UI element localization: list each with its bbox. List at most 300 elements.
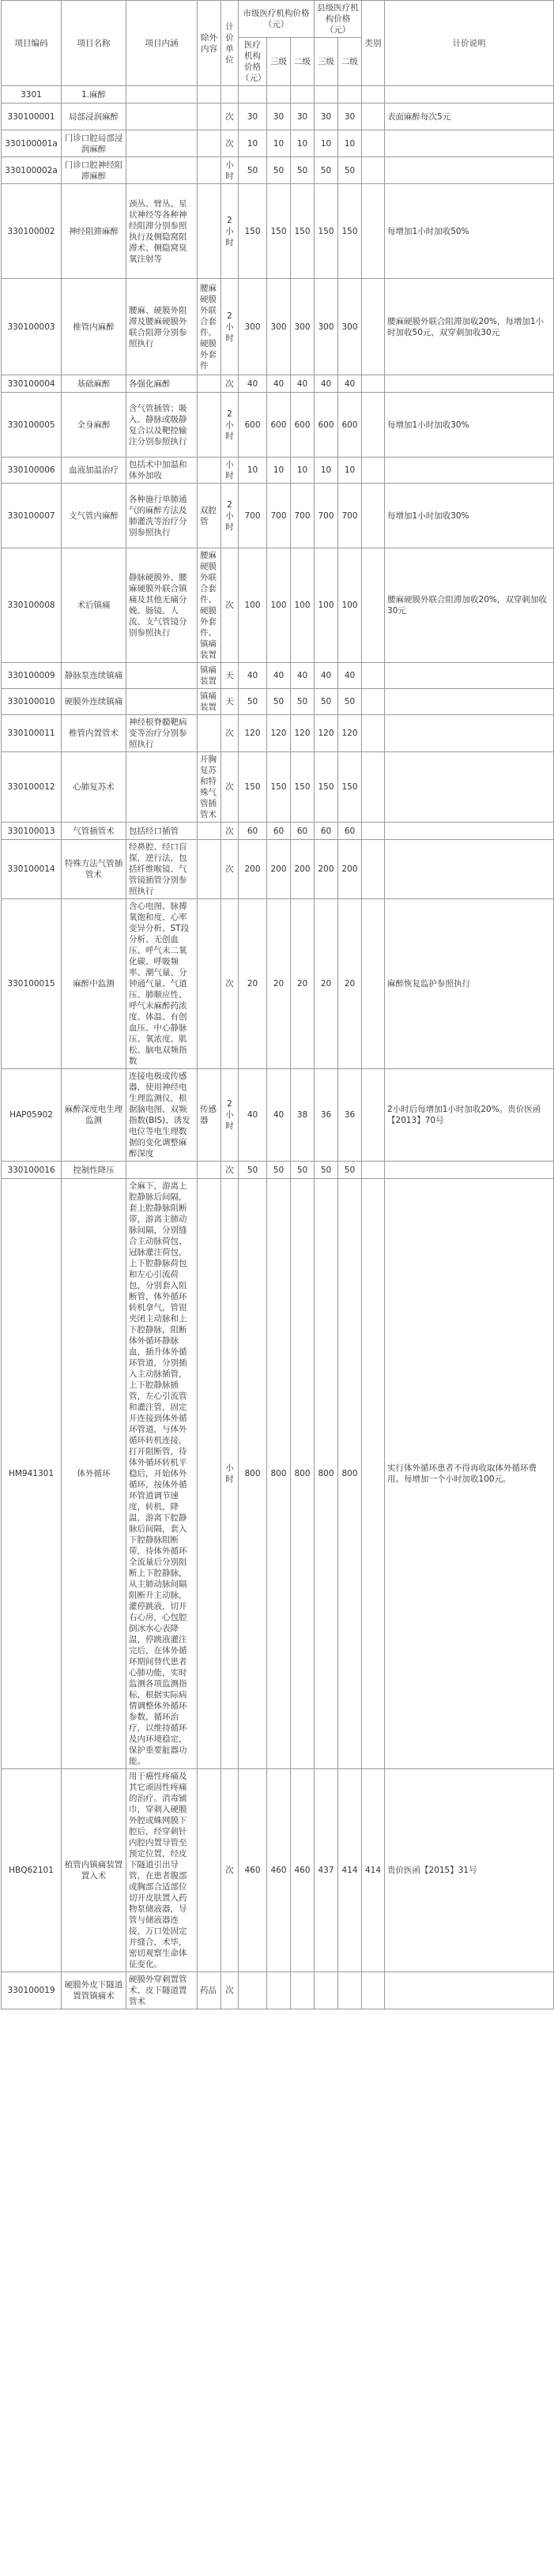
table-row <box>2 689 554 715</box>
cell-code: HAP05902 <box>2 1069 62 1162</box>
cell-p2: 600 <box>315 393 338 458</box>
cell-note: 实行体外循环患者不得再收取体外循环费用。每增加一个小时加收100元。 <box>385 1179 554 1769</box>
cell-p3a: 200 <box>239 840 267 899</box>
cell-p2: 300 <box>315 279 338 375</box>
cell-p3a: 150 <box>239 752 267 823</box>
cell-cls <box>362 663 385 689</box>
cell-name: 椎管内置管术 <box>62 715 126 752</box>
cell-p3a: 150 <box>267 752 291 823</box>
cell-p3a: 40 <box>239 375 267 393</box>
cell-cls <box>362 484 385 548</box>
cell-code: 330100008 <box>2 548 62 663</box>
cell-note: 贵价医函【2015】31号 <box>385 1769 554 1972</box>
cell-county: 40 <box>338 663 362 689</box>
cell-unit: 2小时 <box>221 484 239 548</box>
cell-excl: 镇痛装置 <box>198 689 221 715</box>
cell-code: 330100007 <box>2 484 62 548</box>
cell-county: 300 <box>338 279 362 375</box>
cell-p2: 150 <box>315 752 338 823</box>
cell-cls: 414 <box>362 1769 385 1972</box>
cell-p2 <box>315 1972 338 2009</box>
cell-content: 包括术中加温和体外加收 <box>126 458 198 484</box>
cell-content <box>126 663 198 689</box>
cell-p3a: 50 <box>239 157 267 184</box>
cell-p3a: 40 <box>239 1069 267 1162</box>
cell-name: 心肺复苏术 <box>62 752 126 823</box>
cell-content: 静脉硬膜外、腰麻硬膜外联合镇痛及其他无痛分娩、肠镜、人流、支气管镜分别参照执行 <box>126 548 198 663</box>
cell-name: 体外循环 <box>62 1179 126 1769</box>
cell-note <box>385 157 554 184</box>
cell-p3a: 600 <box>239 393 267 458</box>
cell-note: 表面麻醉每次5元 <box>385 104 554 130</box>
cell-content <box>126 104 198 130</box>
cell-p3: 60 <box>291 823 315 840</box>
cell-excl <box>198 1179 221 1769</box>
table-row <box>2 184 554 279</box>
cell-content <box>126 1162 198 1179</box>
header-city-2: 二级 <box>291 38 315 86</box>
cell-note <box>385 375 554 393</box>
cell-p3a: 100 <box>267 548 291 663</box>
cell-p3: 38 <box>291 1069 315 1162</box>
cell-cls <box>362 130 385 157</box>
cell-name: 麻醉深度电生理监测 <box>62 1069 126 1162</box>
cell-code: HM941301 <box>2 1179 62 1769</box>
cell-note <box>385 840 554 899</box>
cell-p2: 50 <box>315 1162 338 1179</box>
cell-county: 30 <box>338 104 362 130</box>
cell-p2: 700 <box>315 484 338 548</box>
section-name: 1.麻醉 <box>62 86 126 104</box>
cell-cls <box>362 1162 385 1179</box>
cell-content: 硬膜外穿刺置管术、皮下隧道置管术 <box>126 1972 198 2009</box>
table-row <box>2 458 554 484</box>
header-unit: 计价单位 <box>221 1 239 86</box>
cell-unit: 次 <box>221 840 239 899</box>
cell-county: 200 <box>338 840 362 899</box>
cell-content <box>126 689 198 715</box>
cell-content: 腰麻、硬膜外阻滞及腰麻硬膜外联合阻滞分别参照执行 <box>126 279 198 375</box>
cell-unit: 次 <box>221 752 239 823</box>
cell-cls <box>362 104 385 130</box>
cell-note: 每增加1小时加收50% <box>385 184 554 279</box>
cell-p2: 30 <box>315 104 338 130</box>
cell-cls <box>362 393 385 458</box>
cell-excl: 开胸复苏和特殊气管插管术 <box>198 752 221 823</box>
cell-p3: 10 <box>291 130 315 157</box>
cell-name: 全身麻醉 <box>62 393 126 458</box>
cell-p3a: 300 <box>267 279 291 375</box>
cell-p3a: 60 <box>267 823 291 840</box>
cell-content: 全麻下，游离上腔静脉后间隔，套上腔静脉阻断带，游离主肺动脉间隔，分别缝合主动脉荷包、冠脉灌注荷包，上下腔静脉荷包和左心引流荷包，分别套入阻断管，体外循环转机拿气，管钳夹闭主动脉和上下腔静脉，阻断体外循环静脉血，插升体外循环管道，分别插入主动脉插管，上下腔静脉插管，左心引流管和灌注管，固定开连接到体外循环管道，与体外循环转机连接，打开阻断管，待体外循环转机平稳后，开始体外循环，按体外循环管道调节速度，转机，降温，游离下腔静脉后间隔，套入下腔静脉阻断带，待体外循环全流量后分别阻断上下腔静脉，从主肺动脉间隔阻断升主动脉，灌停跳液，切开右心房，心包腔倒冰水心表降温，停跳液灌注完后，在体外循环期间替代患者心肺功能，实时监测各项监测指标，根据实际病情调整体外循环参数，循环治疗，以维持循环及内环境稳定，保护重要脏器功能。 <box>126 1179 198 1769</box>
cell-unit: 2小时 <box>221 393 239 458</box>
cell-p3a: 10 <box>267 458 291 484</box>
table-row <box>2 899 554 1069</box>
cell-unit: 次 <box>221 1972 239 2009</box>
cell-p2: 40 <box>315 375 338 393</box>
cell-excl <box>198 393 221 458</box>
cell-unit: 次 <box>221 899 239 1069</box>
cell-p3: 150 <box>291 752 315 823</box>
cell-code: HBQ62101 <box>2 1769 62 1972</box>
cell-excl: 镇痛装置 <box>198 663 221 689</box>
cell-p3: 40 <box>291 663 315 689</box>
cell-excl: 腰麻硬膜外联合套件、硬膜外套件 <box>198 279 221 375</box>
cell-code: 330100009 <box>2 663 62 689</box>
cell-name: 硬膜外连续镇痛 <box>62 689 126 715</box>
cell-cls <box>362 1069 385 1162</box>
cell-name: 门诊口腔局部浸润麻醉 <box>62 130 126 157</box>
cell-unit: 2小时 <box>221 279 239 375</box>
cell-p3: 200 <box>291 840 315 899</box>
cell-county: 40 <box>338 375 362 393</box>
cell-unit: 2小时 <box>221 1069 239 1162</box>
cell-excl <box>198 823 221 840</box>
header-content: 项目内涵 <box>126 1 198 86</box>
cell-excl: 腰麻硬膜外联合套件、硬膜外套件、镇痛装置 <box>198 548 221 663</box>
cell-note: 腰麻硬膜外联合阻滞加收20%，双穿刺加收30元 <box>385 548 554 663</box>
cell-p3a: 150 <box>267 184 291 279</box>
cell-cls <box>362 899 385 1069</box>
cell-p2: 200 <box>315 840 338 899</box>
cell-note <box>385 1972 554 2009</box>
cell-p3a: 10 <box>239 130 267 157</box>
cell-content <box>126 752 198 823</box>
cell-p3a: 60 <box>239 823 267 840</box>
cell-name: 神经阻滞麻醉 <box>62 184 126 279</box>
header-city-tertiary: 医疗机构价格（元） <box>239 38 267 86</box>
cell-name: 控制性降压 <box>62 1162 126 1179</box>
cell-p2: 437 <box>315 1769 338 1972</box>
cell-p3a: 300 <box>239 279 267 375</box>
cell-p3a: 40 <box>239 663 267 689</box>
cell-excl <box>198 1769 221 1972</box>
header-row <box>2 1 554 38</box>
cell-p3: 100 <box>291 548 315 663</box>
header-county-group: 县级医疗机构价格（元） <box>315 1 362 38</box>
price-table <box>1 0 554 2009</box>
cell-p3a: 40 <box>267 375 291 393</box>
cell-excl: 双腔管 <box>198 484 221 548</box>
cell-p3a: 120 <box>239 715 267 752</box>
cell-content: 各种施行单肺通气的麻醉方法及肺灌洗等治疗分别参照执行 <box>126 484 198 548</box>
cell-p3a: 10 <box>267 130 291 157</box>
cell-p3a: 10 <box>239 458 267 484</box>
table-row <box>2 157 554 184</box>
cell-p2: 120 <box>315 715 338 752</box>
cell-note <box>385 130 554 157</box>
cell-code: 330100005 <box>2 393 62 458</box>
cell-note <box>385 823 554 840</box>
header-excl: 除外内容 <box>198 1 221 86</box>
cell-content: 各强化麻醉 <box>126 375 198 393</box>
cell-unit: 次 <box>221 104 239 130</box>
cell-p2: 50 <box>315 689 338 715</box>
table-row <box>2 130 554 157</box>
cell-p2: 150 <box>315 184 338 279</box>
header-city-3: 三级 <box>267 38 291 86</box>
table-row <box>2 823 554 840</box>
table-row <box>2 1769 554 1972</box>
cell-content: 含心电图、脉搏氧饱和度、心率变异分析、ST段分析、无创血压、呼气末二氧化碳、呼吸频率、潮气量、分钟通气量、气道压、肺顺应性、呼气末麻醉药浓度、体温、有创血压、中心静脉压、氧浓度、肌松、脑电双频指数 <box>126 899 198 1069</box>
cell-p3a: 40 <box>267 663 291 689</box>
cell-county: 600 <box>338 393 362 458</box>
cell-p3a <box>239 1972 267 2009</box>
cell-cls <box>362 689 385 715</box>
cell-county: 414 <box>338 1769 362 1972</box>
cell-content: 包括经口插管 <box>126 823 198 840</box>
table-row <box>2 393 554 458</box>
cell-code: 330100013 <box>2 823 62 840</box>
cell-p2: 10 <box>315 130 338 157</box>
cell-p3a: 800 <box>239 1179 267 1769</box>
cell-p3a: 20 <box>239 899 267 1069</box>
header-notes: 计价说明 <box>385 1 554 86</box>
cell-p3 <box>291 1972 315 2009</box>
cell-p2: 800 <box>315 1179 338 1769</box>
cell-p3: 460 <box>291 1769 315 1972</box>
cell-p3a: 700 <box>267 484 291 548</box>
cell-p3a: 460 <box>239 1769 267 1972</box>
table-row <box>2 484 554 548</box>
cell-p2: 100 <box>315 548 338 663</box>
cell-note <box>385 715 554 752</box>
cell-content: 含气管插管；吸入、静脉或吸静复合以及靶控输注分别参照执行 <box>126 393 198 458</box>
cell-unit: 次 <box>221 1162 239 1179</box>
cell-p2: 60 <box>315 823 338 840</box>
cell-county: 800 <box>338 1179 362 1769</box>
cell-name: 术后镇痛 <box>62 548 126 663</box>
cell-unit: 次 <box>221 715 239 752</box>
cell-p3: 300 <box>291 279 315 375</box>
cell-unit: 次 <box>221 130 239 157</box>
cell-name: 局部浸润麻醉 <box>62 104 126 130</box>
table-row <box>2 279 554 375</box>
cell-county: 120 <box>338 715 362 752</box>
cell-unit: 小时 <box>221 1179 239 1769</box>
cell-county: 10 <box>338 458 362 484</box>
header-city-group: 市级医疗机构价格（元） <box>239 1 315 38</box>
cell-code: 330100016 <box>2 1162 62 1179</box>
cell-excl: 传感器 <box>198 1069 221 1162</box>
cell-name: 特殊方法气管插管术 <box>62 840 126 899</box>
cell-note <box>385 1162 554 1179</box>
cell-county: 50 <box>338 157 362 184</box>
cell-county: 36 <box>338 1069 362 1162</box>
cell-p3a: 100 <box>239 548 267 663</box>
cell-county <box>338 1972 362 2009</box>
cell-code: 330100015 <box>2 899 62 1069</box>
cell-county: 10 <box>338 130 362 157</box>
cell-note <box>385 458 554 484</box>
cell-p2: 20 <box>315 899 338 1069</box>
cell-code: 330100001a <box>2 130 62 157</box>
cell-unit: 天 <box>221 689 239 715</box>
cell-p3: 50 <box>291 1162 315 1179</box>
cell-name: 植管内镇痛装置置入术 <box>62 1769 126 1972</box>
cell-unit: 次 <box>221 548 239 663</box>
cell-cls <box>362 823 385 840</box>
cell-name: 血液加温治疗 <box>62 458 126 484</box>
section-row <box>2 86 554 104</box>
cell-cls <box>362 1972 385 2009</box>
cell-unit: 次 <box>221 1769 239 1972</box>
cell-p3a: 50 <box>267 157 291 184</box>
cell-p3: 150 <box>291 184 315 279</box>
table-row <box>2 104 554 130</box>
cell-p2: 10 <box>315 458 338 484</box>
cell-p3: 30 <box>291 104 315 130</box>
cell-p3a: 50 <box>267 689 291 715</box>
cell-p3: 700 <box>291 484 315 548</box>
cell-name: 椎管内麻醉 <box>62 279 126 375</box>
table-row <box>2 840 554 899</box>
cell-code: 330100003 <box>2 279 62 375</box>
cell-p3: 10 <box>291 458 315 484</box>
table-row <box>2 1179 554 1769</box>
cell-cls <box>362 840 385 899</box>
cell-cls <box>362 1179 385 1769</box>
cell-code: 330100006 <box>2 458 62 484</box>
cell-name: 硬膜外皮下隧道置管镇痛术 <box>62 1972 126 2009</box>
cell-county: 20 <box>338 899 362 1069</box>
cell-excl <box>198 157 221 184</box>
cell-p3: 120 <box>291 715 315 752</box>
cell-note <box>385 689 554 715</box>
cell-p3: 40 <box>291 375 315 393</box>
cell-p3a: 700 <box>239 484 267 548</box>
table-row <box>2 1972 554 2009</box>
cell-p3a: 50 <box>239 689 267 715</box>
cell-note <box>385 752 554 823</box>
cell-note: 每增加1小时加收30% <box>385 484 554 548</box>
cell-content: 经鼻腔、经口盲探，逆行法，包括纤维喉镜、气管镜插管分别参照执行 <box>126 840 198 899</box>
cell-excl: 药品 <box>198 1972 221 2009</box>
cell-content <box>126 130 198 157</box>
cell-code: 330100011 <box>2 715 62 752</box>
cell-cls <box>362 375 385 393</box>
cell-cls <box>362 715 385 752</box>
cell-p3: 50 <box>291 157 315 184</box>
cell-content: 用于癌性疼痛及其它顽固性疼痛的治疗。消毒铺巾，穿刺入硬膜外腔或蛛网膜下腔后，经穿刺针内腔内置导管至预定位置，经皮下隧道引出导管，在患者腹部或胸部合适部位切开皮肤置入药物泵储液器，导管与储液器连接，万口处固定并缝合，术毕，密切观察生命体征变化。 <box>126 1769 198 1972</box>
cell-unit: 天 <box>221 663 239 689</box>
cell-p3a: 120 <box>267 715 291 752</box>
cell-county: 100 <box>338 548 362 663</box>
cell-county: 150 <box>338 752 362 823</box>
cell-content: 连接电极或传感器，使用神经电生理监测仪，根据脑电图、双频指数(BIS)、诱发电位等电生理数据的变化调整麻醉深度 <box>126 1069 198 1162</box>
cell-cls <box>362 279 385 375</box>
cell-p3a: 800 <box>267 1179 291 1769</box>
cell-excl <box>198 1162 221 1179</box>
cell-note: 腰麻硬膜外联合阻滞加收20%，每增加1小时加收50元，双穿刺加收30元 <box>385 279 554 375</box>
cell-excl <box>198 104 221 130</box>
cell-p3a <box>267 1972 291 2009</box>
cell-note: 麻醉恢复监护参照执行 <box>385 899 554 1069</box>
table-row <box>2 548 554 663</box>
header-class: 类别 <box>362 1 385 86</box>
cell-content: 神经根脊髓靶病变等治疗分别参照执行 <box>126 715 198 752</box>
cell-p3a: 40 <box>267 1069 291 1162</box>
cell-note: 2小时后每增加1小时加收20%。贵价医函【2013】70号 <box>385 1069 554 1162</box>
cell-p2: 40 <box>315 663 338 689</box>
cell-unit: 2小时 <box>221 184 239 279</box>
cell-p3a: 460 <box>267 1769 291 1972</box>
cell-name: 基础麻醉 <box>62 375 126 393</box>
cell-county: 50 <box>338 689 362 715</box>
cell-code: 330100019 <box>2 1972 62 2009</box>
cell-p3a: 200 <box>267 840 291 899</box>
cell-name: 麻醉中监测 <box>62 899 126 1069</box>
cell-county: 60 <box>338 823 362 840</box>
cell-unit: 小时 <box>221 157 239 184</box>
cell-excl <box>198 840 221 899</box>
cell-excl <box>198 458 221 484</box>
table-row <box>2 375 554 393</box>
header-county-2: 二级 <box>338 38 362 86</box>
cell-name: 静脉泵连续镇痛 <box>62 663 126 689</box>
cell-p3: 20 <box>291 899 315 1069</box>
cell-name: 门诊口腔神经阻滞麻醉 <box>62 157 126 184</box>
cell-code: 330100001 <box>2 104 62 130</box>
cell-code: 330100002a <box>2 157 62 184</box>
cell-excl <box>198 184 221 279</box>
cell-county: 50 <box>338 1162 362 1179</box>
cell-content: 颈丛、臂丛、星状神经等各种神经阻滞分别参照执行及侧隐窝阻滞术、侧隐窝臭氧注射等 <box>126 184 198 279</box>
cell-county: 700 <box>338 484 362 548</box>
cell-cls <box>362 458 385 484</box>
cell-name: 支气管内麻醉 <box>62 484 126 548</box>
cell-county: 150 <box>338 184 362 279</box>
cell-excl <box>198 130 221 157</box>
section-code: 3301 <box>2 86 62 104</box>
cell-p2: 36 <box>315 1069 338 1162</box>
cell-excl <box>198 375 221 393</box>
cell-p3a: 600 <box>267 393 291 458</box>
cell-p3: 600 <box>291 393 315 458</box>
cell-p2: 50 <box>315 157 338 184</box>
table-row <box>2 715 554 752</box>
cell-p3: 50 <box>291 689 315 715</box>
header-code: 项目编码 <box>2 1 62 86</box>
cell-p3a: 30 <box>239 104 267 130</box>
cell-p3a: 50 <box>239 1162 267 1179</box>
table-row <box>2 1162 554 1179</box>
cell-unit: 次 <box>221 375 239 393</box>
cell-unit: 小时 <box>221 458 239 484</box>
cell-p3a: 50 <box>267 1162 291 1179</box>
cell-note <box>385 663 554 689</box>
cell-cls <box>362 752 385 823</box>
header-county-3: 三级 <box>315 38 338 86</box>
cell-code: 330100004 <box>2 375 62 393</box>
cell-p3a: 30 <box>267 104 291 130</box>
cell-excl <box>198 715 221 752</box>
cell-code: 330100010 <box>2 689 62 715</box>
table-row <box>2 752 554 823</box>
table-row <box>2 1069 554 1162</box>
cell-code: 330100002 <box>2 184 62 279</box>
table-row <box>2 663 554 689</box>
cell-p3: 800 <box>291 1179 315 1769</box>
cell-cls <box>362 157 385 184</box>
cell-cls <box>362 184 385 279</box>
cell-excl <box>198 899 221 1069</box>
cell-name: 气管插管术 <box>62 823 126 840</box>
cell-note: 每增加1小时加收30% <box>385 393 554 458</box>
header-name: 项目名称 <box>62 1 126 86</box>
cell-code: 330100014 <box>2 840 62 899</box>
cell-p3a: 20 <box>267 899 291 1069</box>
